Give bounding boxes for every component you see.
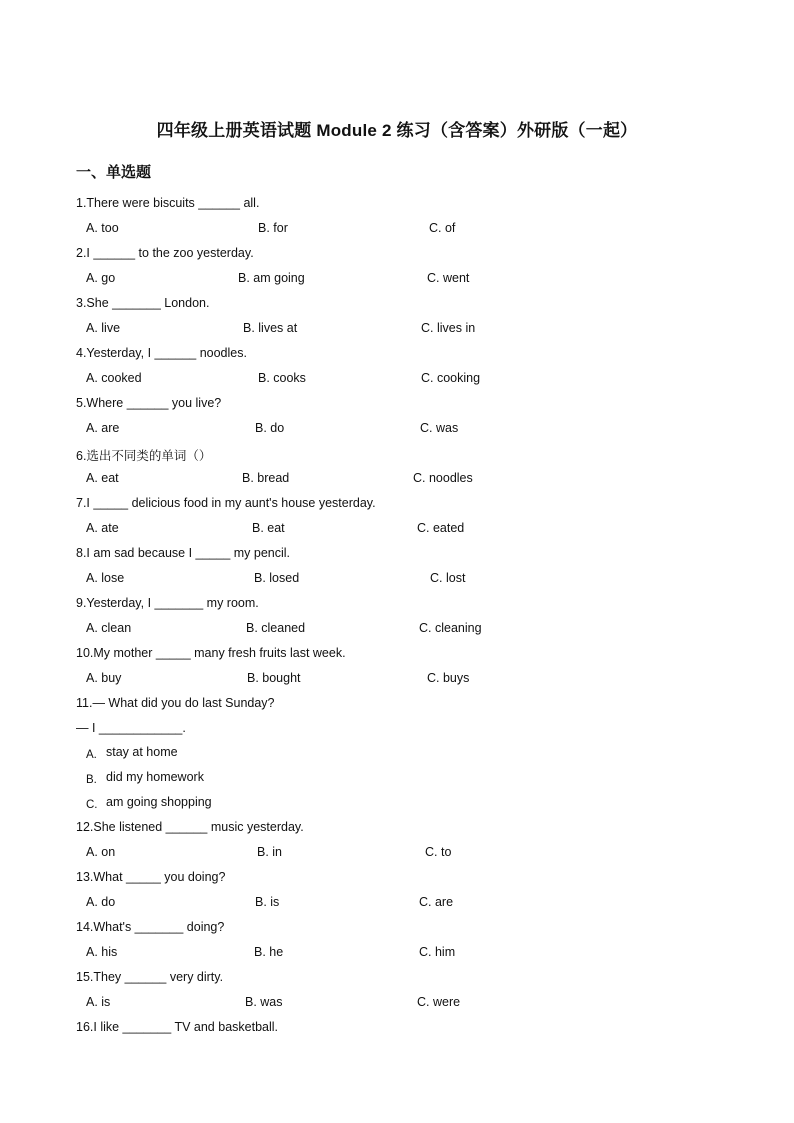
option-a[interactable]: A. are <box>86 421 120 435</box>
question-14: 14.What's _______ doing? <box>76 920 225 934</box>
option-b[interactable]: B. was <box>245 995 283 1009</box>
option-a[interactable]: A. is <box>86 995 111 1009</box>
question-9: 9.Yesterday, I _______ my room. <box>76 596 259 610</box>
option-c[interactable]: C. are <box>419 895 454 909</box>
question-8: 8.I am sad because I _____ my pencil. <box>76 546 291 560</box>
question-3: 3.She _______ London. <box>76 296 210 310</box>
option-c[interactable]: C. buys <box>427 671 470 685</box>
option-text: did my homework <box>106 770 204 784</box>
option-b[interactable]: B. bread <box>242 471 290 485</box>
option-a[interactable]: A. go <box>86 271 116 285</box>
option-a[interactable]: A. ate <box>86 521 119 535</box>
option-text: stay at home <box>106 745 178 759</box>
question-7: 7.I _____ delicious food in my aunt's house yesterday. <box>76 496 376 510</box>
option-b[interactable]: B. cleaned <box>246 621 306 635</box>
option-a[interactable] <box>86 745 178 759</box>
option-c[interactable]: C. to <box>425 845 452 859</box>
option-c[interactable] <box>86 795 212 809</box>
option-label: B. <box>86 774 97 786</box>
option-c[interactable]: C. noodles <box>413 471 473 485</box>
document-title: 四年级上册英语试题 Module 2 练习（含答案）外研版（一起） <box>156 121 638 140</box>
option-c[interactable]: C. lost <box>430 571 466 585</box>
option-c[interactable]: C. went <box>427 271 470 285</box>
option-b[interactable]: B. eat <box>252 521 285 535</box>
question-4: 4.Yesterday, I ______ noodles. <box>76 346 247 360</box>
question-11: 11.— What did you do last Sunday? <box>76 696 275 710</box>
option-c[interactable]: C. eated <box>417 521 465 535</box>
option-label: A. <box>86 749 97 761</box>
question-15: 15.They ______ very dirty. <box>76 970 224 984</box>
question-13: 13.What _____ you doing? <box>76 870 226 884</box>
question-2: 2.I ______ to the zoo yesterday. <box>76 246 254 260</box>
option-a[interactable]: A. too <box>86 221 119 235</box>
option-c[interactable]: C. of <box>429 221 456 235</box>
question-16: 16.I like _______ TV and basketball. <box>76 1020 278 1034</box>
question-5: 5.Where ______ you live? <box>76 396 222 410</box>
option-b[interactable]: B. in <box>257 845 283 859</box>
option-a[interactable]: A. live <box>86 321 121 335</box>
question-1: 1.There were biscuits ______ all. <box>76 196 260 210</box>
question-6: 6.选出不同类的单词（） <box>76 449 212 463</box>
option-c[interactable]: C. lives in <box>421 321 476 335</box>
question-10: 10.My mother _____ many fresh fruits last week. <box>76 646 346 660</box>
option-b[interactable]: B. do <box>255 421 285 435</box>
option-a[interactable]: A. lose <box>86 571 125 585</box>
option-b[interactable]: B. he <box>254 945 284 959</box>
option-b[interactable]: B. am going <box>238 271 305 285</box>
question-12: 12.She listened ______ music yesterday. <box>76 820 304 834</box>
option-a[interactable]: A. buy <box>86 671 122 685</box>
option-c[interactable]: C. him <box>419 945 456 959</box>
option-label: C. <box>86 799 98 811</box>
option-b[interactable]: B. losed <box>254 571 300 585</box>
option-c[interactable]: C. were <box>417 995 461 1009</box>
option-a[interactable]: A. cooked <box>86 371 142 385</box>
option-b[interactable]: B. cooks <box>258 371 306 385</box>
option-a[interactable]: A. clean <box>86 621 132 635</box>
section-heading: 一、单选题 <box>76 164 152 181</box>
option-c[interactable]: C. was <box>420 421 459 435</box>
option-c[interactable]: C. cooking <box>421 371 481 385</box>
option-b[interactable]: B. lives at <box>243 321 298 335</box>
option-a[interactable]: A. on <box>86 845 116 859</box>
option-b[interactable]: B. bought <box>247 671 301 685</box>
option-c[interactable]: C. cleaning <box>419 621 482 635</box>
option-b[interactable]: B. is <box>255 895 280 909</box>
option-a[interactable]: A. his <box>86 945 118 959</box>
option-a[interactable]: A. eat <box>86 471 119 485</box>
option-b[interactable]: B. for <box>258 221 288 235</box>
option-text: am going shopping <box>106 795 212 809</box>
question-11-line2: — I ____________. <box>76 721 186 735</box>
option-b[interactable] <box>86 770 204 784</box>
option-a[interactable]: A. do <box>86 895 116 909</box>
